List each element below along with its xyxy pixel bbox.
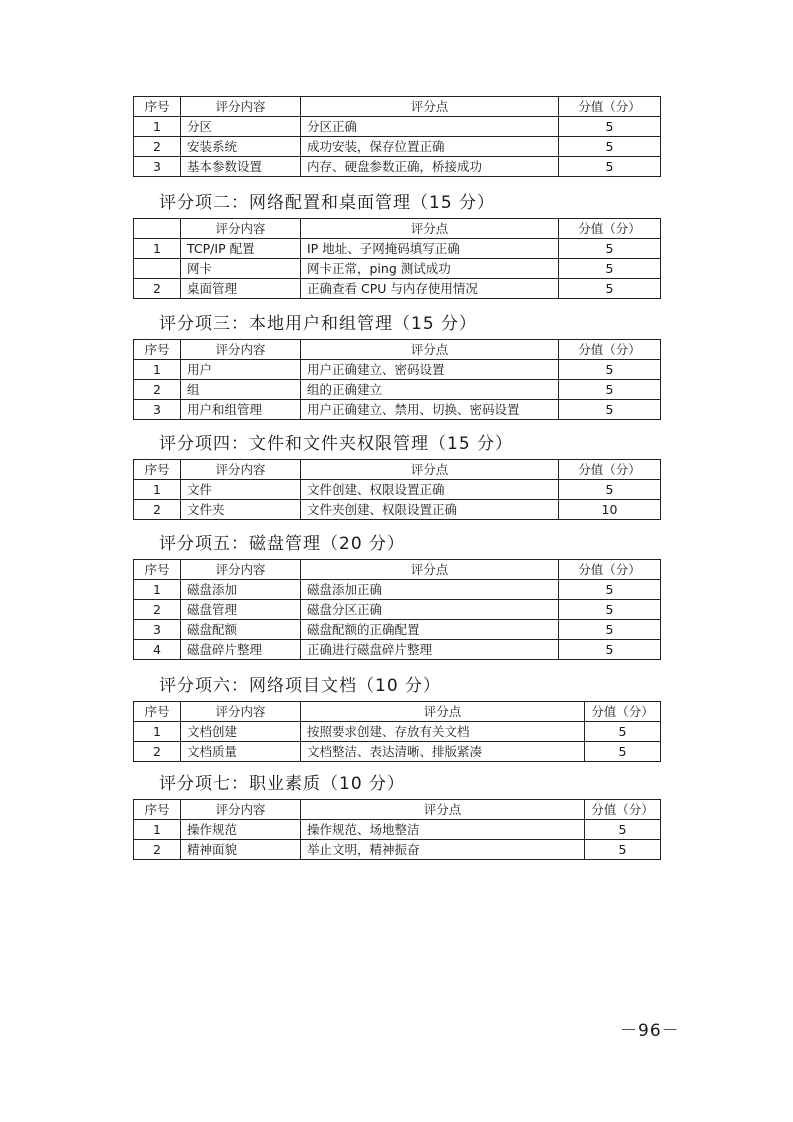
table-header-row <box>134 97 661 117</box>
table-row <box>134 360 661 380</box>
row-score: 5 <box>559 279 661 299</box>
row-score: 5 <box>585 722 661 742</box>
score-table-2 <box>133 218 661 299</box>
row-content: 安装系统 <box>181 137 301 157</box>
header-cell-criteria: 评分点 <box>301 340 559 360</box>
row-content: 用户 <box>181 360 301 380</box>
table-header-row <box>134 340 661 360</box>
score-section-3 <box>133 313 661 420</box>
row-content: 文档质量 <box>181 742 301 762</box>
row-index: 2 <box>134 500 181 520</box>
row-score: 5 <box>585 742 661 762</box>
row-index: 2 <box>134 137 181 157</box>
score-table-1 <box>133 96 661 177</box>
row-index: 3 <box>134 157 181 177</box>
header-cell-index: 序号 <box>134 702 181 722</box>
header-cell-content: 评分内容 <box>181 97 301 117</box>
table-row <box>134 580 661 600</box>
row-score: 10 <box>559 500 661 520</box>
score-section-2 <box>133 192 661 299</box>
table-row <box>134 259 661 279</box>
row-index: 1 <box>134 117 181 137</box>
score-table-3 <box>133 339 661 420</box>
row-content: 磁盘管理 <box>181 600 301 620</box>
header-cell-index <box>134 219 181 239</box>
table-row <box>134 279 661 299</box>
header-cell-content: 评分内容 <box>181 800 301 820</box>
row-content: 基本参数设置 <box>181 157 301 177</box>
row-score: 5 <box>559 239 661 259</box>
row-score: 5 <box>559 360 661 380</box>
row-index: 1 <box>134 239 181 259</box>
score-table-6 <box>133 701 661 762</box>
header-cell-criteria: 评分点 <box>301 702 585 722</box>
row-index: 1 <box>134 820 181 840</box>
row-criteria: 分区正确 <box>301 117 559 137</box>
table-row <box>134 117 661 137</box>
row-criteria: 内存、硬盘参数正确，桥接成功 <box>301 157 559 177</box>
table-row <box>134 137 661 157</box>
row-score: 5 <box>559 600 661 620</box>
row-content: 桌面管理 <box>181 279 301 299</box>
row-index: 1 <box>134 480 181 500</box>
row-index: 2 <box>134 279 181 299</box>
header-cell-index: 序号 <box>134 460 181 480</box>
table-row <box>134 480 661 500</box>
header-cell-content: 评分内容 <box>181 460 301 480</box>
row-content: 文件夹 <box>181 500 301 520</box>
header-cell-criteria: 评分点 <box>301 560 559 580</box>
table-row <box>134 742 661 762</box>
table-header-row <box>134 460 661 480</box>
row-content: 分区 <box>181 117 301 137</box>
row-criteria: 文件夹创建、权限设置正确 <box>301 500 559 520</box>
row-score: 5 <box>559 580 661 600</box>
score-table-7 <box>133 799 661 860</box>
section-heading: 评分项五：磁盘管理（20 分） <box>159 534 406 554</box>
table-header-row <box>134 800 661 820</box>
row-criteria: 正确进行磁盘碎片整理 <box>301 640 559 660</box>
row-criteria: 组的正确建立 <box>301 380 559 400</box>
row-criteria: IP 地址、子网掩码填写正确 <box>301 239 559 259</box>
row-content: 组 <box>181 380 301 400</box>
row-score: 5 <box>559 137 661 157</box>
row-content: 操作规范 <box>181 820 301 840</box>
row-criteria: 成功安装，保存位置正确 <box>301 137 559 157</box>
row-content: 网卡 <box>181 259 301 279</box>
row-criteria: 操作规范、场地整洁 <box>301 820 585 840</box>
section-heading: 评分项七：职业素质（10 分） <box>159 774 406 794</box>
row-criteria: 网卡正常，ping 测试成功 <box>301 259 559 279</box>
table-header-row <box>134 560 661 580</box>
header-cell-score: 分值（分） <box>585 800 661 820</box>
row-criteria: 用户正确建立、密码设置 <box>301 360 559 380</box>
row-index: 2 <box>134 840 181 860</box>
section-heading: 评分项三：本地用户和组管理（15 分） <box>159 314 478 334</box>
row-content: 磁盘碎片整理 <box>181 640 301 660</box>
header-cell-content: 评分内容 <box>181 560 301 580</box>
row-criteria: 正确查看 CPU 与内存使用情况 <box>301 279 559 299</box>
row-criteria: 举止文明，精神振奋 <box>301 840 585 860</box>
row-content: 磁盘配额 <box>181 620 301 640</box>
row-criteria: 磁盘添加正确 <box>301 580 559 600</box>
row-score: 5 <box>559 380 661 400</box>
score-section-7 <box>133 773 661 860</box>
row-score: 5 <box>559 620 661 640</box>
row-index: 1 <box>134 580 181 600</box>
header-cell-score: 分值（分） <box>559 340 661 360</box>
table-row <box>134 620 661 640</box>
header-cell-criteria: 评分点 <box>301 97 559 117</box>
table-row <box>134 820 661 840</box>
score-section-5 <box>133 533 661 660</box>
score-section-1 <box>133 96 661 177</box>
row-criteria: 文件创建、权限设置正确 <box>301 480 559 500</box>
section-heading: 评分项四：文件和文件夹权限管理（15 分） <box>159 434 514 454</box>
score-table-5 <box>133 559 661 660</box>
row-score: 5 <box>559 117 661 137</box>
row-content: 文档创建 <box>181 722 301 742</box>
table-row <box>134 400 661 420</box>
table-header-row <box>134 219 661 239</box>
header-cell-score: 分值（分） <box>559 219 661 239</box>
row-content: TCP/IP 配置 <box>181 239 301 259</box>
header-cell-score: 分值（分） <box>559 560 661 580</box>
header-cell-score: 分值（分） <box>585 702 661 722</box>
header-cell-index: 序号 <box>134 97 181 117</box>
row-index: 2 <box>134 600 181 620</box>
row-score: 5 <box>559 480 661 500</box>
row-content: 磁盘添加 <box>181 580 301 600</box>
row-index: 3 <box>134 620 181 640</box>
header-cell-criteria: 评分点 <box>301 800 585 820</box>
row-content: 文件 <box>181 480 301 500</box>
table-header-row <box>134 702 661 722</box>
row-criteria: 按照要求创建、存放有关文档 <box>301 722 585 742</box>
table-row <box>134 157 661 177</box>
row-content: 用户和组管理 <box>181 400 301 420</box>
row-index: 2 <box>134 380 181 400</box>
header-cell-index: 序号 <box>134 340 181 360</box>
table-row <box>134 600 661 620</box>
table-row <box>134 239 661 259</box>
score-section-4 <box>133 433 661 520</box>
table-row <box>134 640 661 660</box>
row-score: 5 <box>559 640 661 660</box>
row-criteria: 磁盘配额的正确配置 <box>301 620 559 640</box>
row-score: 5 <box>559 400 661 420</box>
header-cell-index: 序号 <box>134 560 181 580</box>
row-index: 4 <box>134 640 181 660</box>
header-cell-content: 评分内容 <box>181 702 301 722</box>
section-heading: 评分项二：网络配置和桌面管理（15 分） <box>159 193 496 213</box>
table-row <box>134 500 661 520</box>
row-index: 3 <box>134 400 181 420</box>
row-score: 5 <box>559 259 661 279</box>
page-number: －96－ <box>620 1021 680 1041</box>
row-score: 5 <box>585 840 661 860</box>
score-section-6 <box>133 675 661 762</box>
header-cell-index: 序号 <box>134 800 181 820</box>
row-content: 精神面貌 <box>181 840 301 860</box>
header-cell-score: 分值（分） <box>559 97 661 117</box>
row-score: 5 <box>585 820 661 840</box>
row-criteria: 文档整洁、表达清晰、排版紧凑 <box>301 742 585 762</box>
score-table-4 <box>133 459 661 520</box>
header-cell-content: 评分内容 <box>181 340 301 360</box>
row-criteria: 用户正确建立、禁用、切换、密码设置 <box>301 400 559 420</box>
row-criteria: 磁盘分区正确 <box>301 600 559 620</box>
table-row <box>134 840 661 860</box>
header-cell-score: 分值（分） <box>559 460 661 480</box>
section-heading: 评分项六：网络项目文档（10 分） <box>159 676 442 696</box>
header-cell-criteria: 评分点 <box>301 460 559 480</box>
row-index <box>134 259 181 279</box>
row-score: 5 <box>559 157 661 177</box>
table-row <box>134 722 661 742</box>
row-index: 2 <box>134 742 181 762</box>
row-index: 1 <box>134 360 181 380</box>
header-cell-criteria: 评分点 <box>301 219 559 239</box>
row-index: 1 <box>134 722 181 742</box>
header-cell-content: 评分内容 <box>181 219 301 239</box>
table-row <box>134 380 661 400</box>
